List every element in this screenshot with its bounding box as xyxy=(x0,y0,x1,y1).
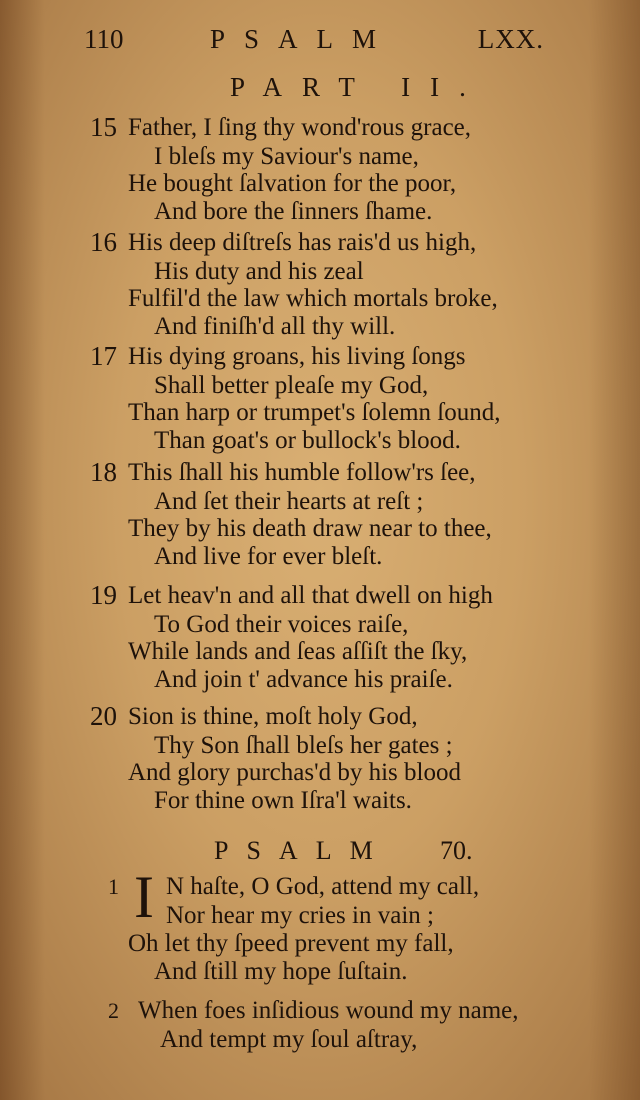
verse-line: For thine own Iſra'l waits. xyxy=(154,787,412,814)
verse-line: Fulfil'd the law which mortals broke, xyxy=(128,285,498,312)
verse-line: And tempt my ſoul aſtray, xyxy=(160,1026,418,1053)
verse-number: 17 xyxy=(90,341,117,371)
verse-number: 20 xyxy=(90,701,117,731)
verse-line: And bore the ſinners ſhame. xyxy=(154,198,433,225)
drop-cap: I xyxy=(134,864,154,930)
verse-line: Nor hear my cries in vain ; xyxy=(166,902,434,929)
verse-line: Father, I ſing thy wond'rous grace, xyxy=(128,114,472,141)
verse-line: Than goat's or bullock's blood. xyxy=(154,427,461,454)
verse-line: When foes inſidious wound my name, xyxy=(138,997,519,1024)
verse-line: N haſte, O God, attend my call, xyxy=(166,873,480,900)
verse-line: His deep diſtreſs has rais'd us high, xyxy=(128,229,477,256)
verse-number: 16 xyxy=(90,227,117,257)
verse-line: His duty and his zeal xyxy=(154,258,364,285)
verse-line: Than harp or trumpet's ſolemn ſound, xyxy=(128,399,501,426)
verse-line: This ſhall his humble follow'rs ſee, xyxy=(128,459,476,486)
verse-line: Oh let thy ſpeed prevent my fall, xyxy=(128,930,454,957)
verse-number: 2 xyxy=(108,998,119,1023)
verse-line: And glory purchas'd by his blood xyxy=(128,759,461,786)
verse-line: While lands and ſeas aſſiſt the ſky, xyxy=(128,638,468,665)
psalm-title: PSALM xyxy=(214,836,391,865)
part-title: PART II. xyxy=(230,72,486,102)
page-number: 110 xyxy=(84,24,124,54)
verse-line: They by his death draw near to thee, xyxy=(128,515,492,542)
verse-number: 18 xyxy=(90,457,117,487)
verse-line: To God their voices raiſe, xyxy=(154,611,409,638)
verse-line: Shall better pleaſe my God, xyxy=(154,372,429,399)
psalm-title-number: 70. xyxy=(440,836,473,865)
verse-line: And ſet their hearts at reſt ; xyxy=(154,488,424,515)
verse-line: And live for ever bleſt. xyxy=(154,543,383,570)
verse-line: And join t' advance his praiſe. xyxy=(154,666,453,693)
verse-line: Thy Son ſhall bleſs her gates ; xyxy=(154,732,453,759)
verse-line: Sion is thine, moſt holy God, xyxy=(128,703,418,730)
verse-line: His dying groans, his living ſongs xyxy=(128,343,466,370)
verse-number: 15 xyxy=(90,112,117,142)
verse-number: 1 xyxy=(108,874,119,899)
running-head-psalm-number: LXX. xyxy=(477,24,544,54)
verse-line: And finiſh'd all thy will. xyxy=(154,313,396,340)
verse-line: I bleſs my Saviour's name, xyxy=(154,143,419,170)
running-head-title: PSALM xyxy=(210,24,396,54)
verse-number: 19 xyxy=(90,580,117,610)
verse-line: He bought ſalvation for the poor, xyxy=(128,170,457,197)
verse-line: Let heav'n and all that dwell on high xyxy=(128,582,493,609)
verse-line: And ſtill my hope ſuſtain. xyxy=(154,958,408,985)
